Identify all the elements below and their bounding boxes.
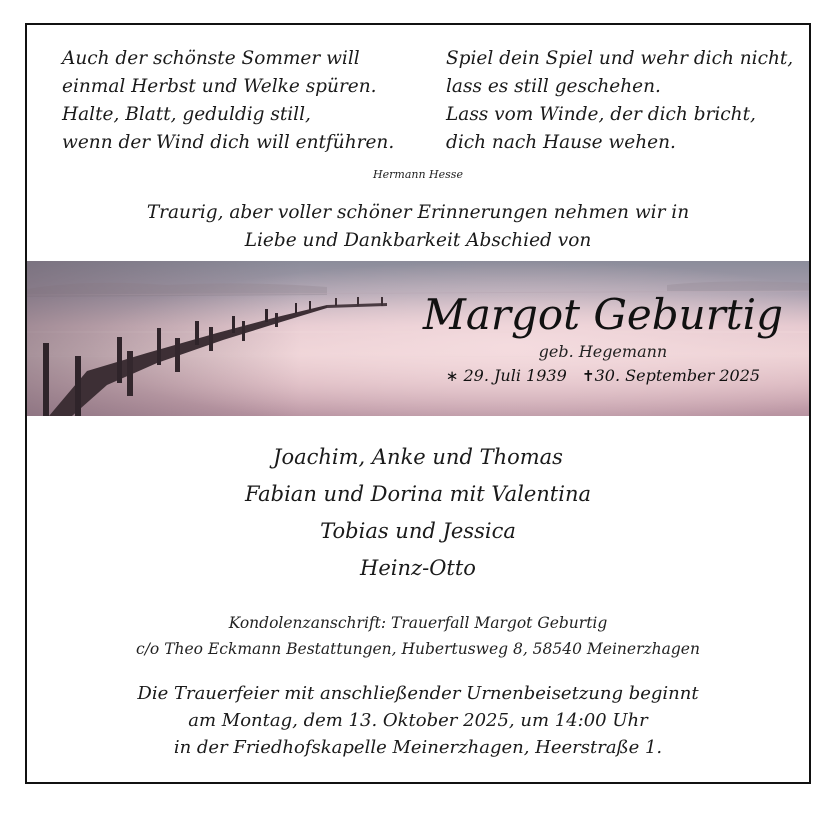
life-dates — [423, 363, 783, 389]
poem-line: Auch der schönste Sommer will — [62, 48, 360, 69]
family-line: Fabian und Dorina mit Valentina — [244, 482, 592, 506]
birth-star-icon: ∗ — [445, 367, 459, 385]
intro-line: Liebe und Dankbarkeit Abschied von — [244, 230, 592, 251]
poem-line: wenn der Wind dich will entführen. — [62, 132, 395, 153]
service-line: in der Friedhofskapelle Meinerzhagen, Heerstraße 1. — [173, 737, 663, 758]
poem-right-column — [446, 45, 793, 157]
deceased-name: Margot Geburtig — [422, 290, 783, 339]
poem-left-column — [62, 45, 394, 157]
condolence-line: c/o Theo Eckmann Bestattungen, Hubertusweg 8, 58540 Meinerzhagen — [136, 640, 700, 658]
birth-date: 29. Juli 1939 — [463, 366, 567, 385]
deceased-block — [423, 291, 783, 389]
funeral-service-info — [27, 680, 809, 761]
service-line: am Montag, dem 13. Oktober 2025, um 14:00 Uhr — [188, 710, 648, 731]
family-members — [27, 439, 809, 587]
poem-author: Hermann Hesse — [373, 168, 463, 181]
obituary-notice — [25, 23, 811, 784]
poem-line: dich nach Hause wehen. — [446, 132, 676, 153]
service-line: Die Trauerfeier mit anschließender Urnenbeisetzung beginnt — [137, 683, 699, 704]
poem-line: Spiel dein Spiel und wehr dich nicht, — [446, 48, 794, 69]
poem-line: Lass vom Winde, der dich bricht, — [446, 104, 756, 125]
death-date: 30. September 2025 — [594, 366, 761, 385]
family-line: Joachim, Anke und Thomas — [273, 445, 563, 469]
family-line: Heinz-Otto — [360, 556, 476, 580]
intro-text — [27, 199, 809, 255]
poem-line: einmal Herbst und Welke spüren. — [62, 76, 377, 97]
birth-name: geb. Hegemann — [538, 342, 668, 361]
poem-line: lass es still geschehen. — [446, 76, 661, 97]
condolence-address — [27, 610, 809, 662]
death-cross-icon: ✝ — [582, 367, 595, 385]
condolence-line: Kondolenzanschrift: Trauerfall Margot Geburtig — [228, 614, 608, 632]
family-line: Tobias und Jessica — [320, 519, 516, 543]
intro-line: Traurig, aber voller schöner Erinnerungen nehmen wir in — [146, 202, 690, 223]
poem-line: Halte, Blatt, geduldig still, — [62, 104, 311, 125]
